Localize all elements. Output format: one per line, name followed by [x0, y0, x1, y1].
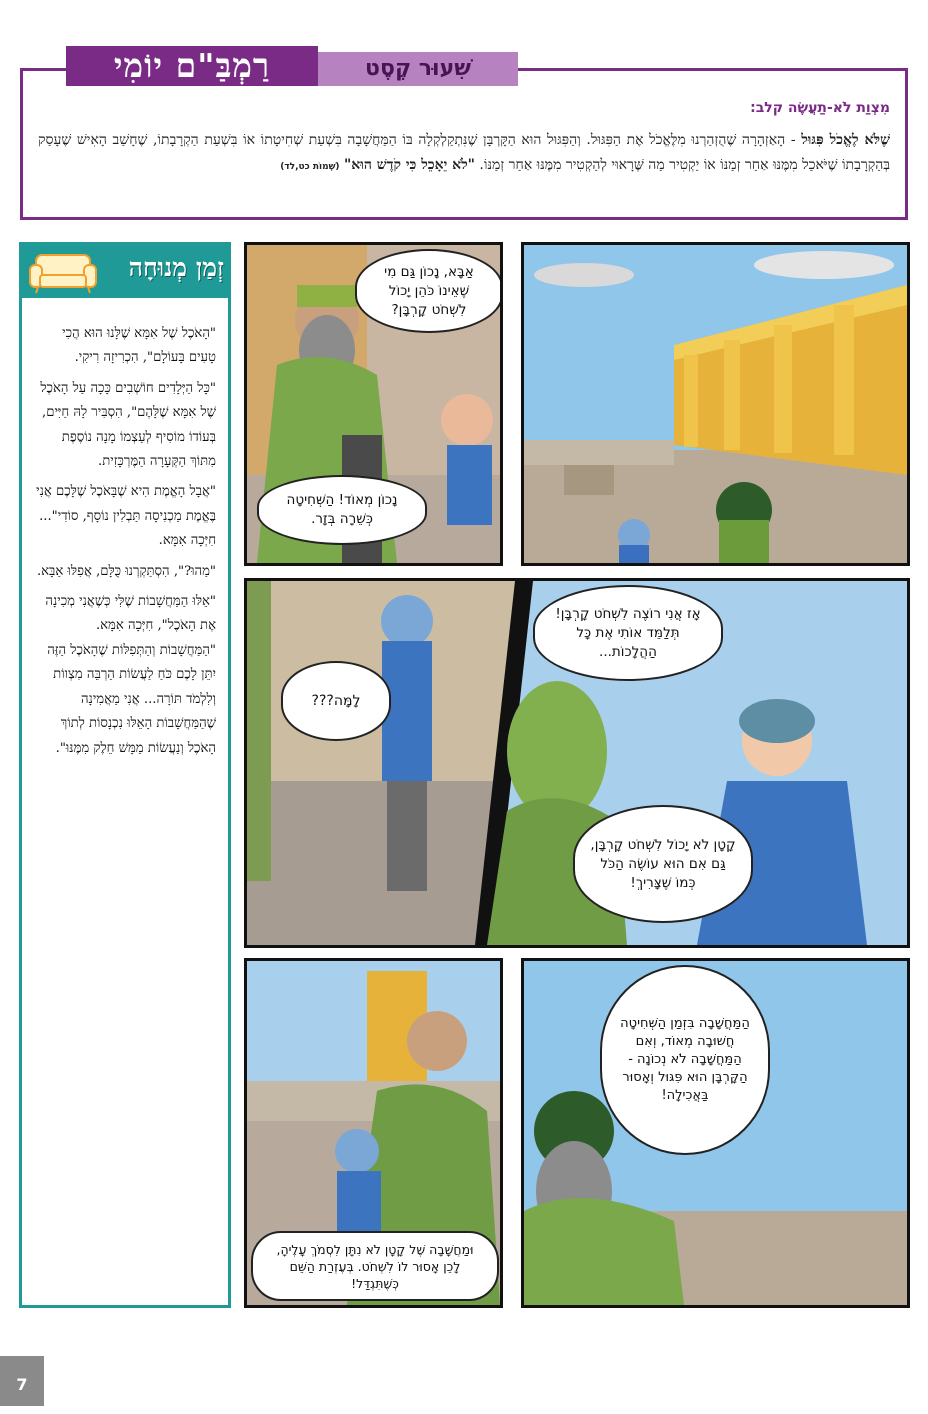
comic-panel-request — [244, 578, 910, 948]
comic-panel-question — [244, 242, 503, 566]
mitzvah-text — [38, 128, 890, 180]
speech-bubble-father-explain: קָטָן לֹא יָכוֹל לִשְׁחֹט קָרְבָּן, גַּם אִם הוּא עוֹשֶׂה הַכֹּל כְּמוֹ שֶׁצָּרִיךְ! — [573, 805, 753, 923]
story-paragraph: "כָּל הַיְּלָדִים חוֹשְׁבִים כָּכָה עַל הָאֹכֶל שֶׁל אִמָּא שֶׁלָּהֶם", הִסְבִּיר לָהּ חַיִּים, בְּעוֹדוֹ מוֹסִיף לְעַצְמוֹ מָנָה נוֹסֶפֶת מִתּוֹךְ הַקְּעָרָה הַמֶּרְכָּזִית. — [40, 380, 216, 470]
page-number: 7 — [0, 1356, 44, 1406]
page-title: רַמְבַּ"ם יוֹמִי — [66, 46, 318, 86]
speech-bubble-child-request: אָז אֲנִי רוֹצֶה לִשְׁחֹט קָרְבָּן! תְּלַמֵּד אוֹתִי אֶת כָּל הַהֲלָכוֹת... — [533, 585, 723, 681]
caption-bubble-conclusion: וּמַחֲשָׁבָה שֶׁל קָטָן לֹא נִתָּן לִסְמֹךְ עָלֶיהָ, לָכֵן אָסוּר לוֹ לִשְׁחֹט. בְּעֶזְרַת הַשֵּׁם כְּשֶׁתִּגְדַּל! — [251, 1231, 499, 1301]
sofa-icon — [28, 249, 98, 295]
story-paragraph: "הָאֹכֶל שֶׁל אִמָּא שֶׁלָּנוּ הוּא הֲכִי טָעִים בָּעוֹלָם", הִכְרִיזָה רִיקִי. — [62, 326, 216, 366]
speech-bubble-child-question: אַבָּא, נָכוֹן גַּם מִי שֶׁאֵינוֹ כֹּהֵן יָכוֹל לִשְׁחֹט קָרְבָּן? — [355, 249, 503, 333]
speech-bubble-father-important: הַמַּחֲשָׁבָה בִּזְמַן הַשְּׁחִיטָה חֲשׁוּבָה מְאוֹד, וְאִם הַמַּחֲשָׁבָה לֹא נְכוֹנָה - הַקָּרְבָּן הוּא פִּגּוּל וְאָסוּר בַּאֲכִילָה! — [600, 965, 770, 1155]
sidebar-title: זְמַן מְנוּחָה — [128, 253, 224, 282]
comic-panel-thought-important — [521, 958, 910, 1308]
comic-panel-conclusion — [244, 958, 503, 1308]
temple-illustration — [524, 245, 907, 563]
mitzvah-quote: "לֹא יֵאָכֵל כִּי קֹדֶשׁ הוּא" — [344, 157, 475, 173]
mitzvah-body: - הָאַזְהָרָה שֶׁהֻזְהַרְנוּ מִלֶּאֱכֹל אֶת הַפִּגּוּל. וְהַפִּגּוּל הוּא הַקָּרְבָּן שֶׁנִּתְקַלְקְלָה בּוֹ הַמַּחֲשָׁבָה בִּשְׁעַת שְׁחִיטָתוֹ אוֹ בִּשְׁעַת הַקְרָבָתוֹ, שֶׁחָשַׁב הָאִישׁ שֶׁעָסַק בְּהַקְרָבָתוֹ שֶׁיֹּאכַל מִמֶּנּוּ אַחַר זְמַנּוֹ אוֹ יַקְטִיר מַה שֶּׁרָאוּי לְהַקְטִיר מִמֶּנּוּ אַחַר זְמַנּוֹ. — [38, 132, 890, 173]
thought-bubble-why: לָמָּה??? — [281, 661, 391, 741]
comic-panel-temple — [521, 242, 910, 566]
sidebar-story — [36, 322, 216, 767]
story-paragraph: "אֲבָל הָאֱמֶת הִיא שֶׁבָּאֹכֶל שֶׁלָּכֶם אֲנִי בֶּאֱמֶת מַכְנִיסָה תַּבְלִין נוֹסָף, סוֹדִי"... חִיְּכָה אִמָּא. — [36, 484, 216, 549]
page-subtitle: שִׁעוּר קֶסֶט — [318, 52, 518, 86]
mitzvah-lead: שֶׁלֹּא לֶאֱכֹל פִּגּוּל — [801, 132, 890, 148]
story-paragraph: "אֵלּוּ הַמַּחֲשָׁבוֹת שֶׁלִּי כְּשֶׁאֲנִי מְכִינָה אֶת הָאֹכֶל", חִיְּכָה אִמָּא. "הַמַּחֲשָׁבוֹת וְהַתְּפִלּוֹת שֶׁהָאֹכֶל הַזֶּה יִתֵּן לָכֶם כֹּחַ לַעֲשׂוֹת הַרְבֵּה מִצְווֹת וְלִלְמֹד תּוֹרָה... אֲנִי מַאֲמִינָה שֶׁהַמַּחֲשָׁבוֹת הָאֵלּוּ נִכְנָסוֹת לְתוֹךְ הָאֹכֶל וְנַעֲשׂוֹת מַמָּשׁ חֵלֶק מִמֶּנּוּ". — [45, 594, 216, 756]
speech-bubble-father-answer: נָכוֹן מְאוֹד! הַשְּׁחִיטָה כְּשֵׁרָה בְּזָר. — [257, 475, 427, 545]
mitzvah-label: מִצְוַת לֹא-תַעֲשֶׂה קלב: — [750, 100, 890, 116]
story-paragraph: "מַהוּ?", הִסְתַּקְרְנוּ כֻּלָּם, אֲפִלּוּ אַבָּא. — [36, 563, 216, 579]
mitzvah-source: (שְׁמוֹת כט,לד) — [280, 162, 340, 172]
